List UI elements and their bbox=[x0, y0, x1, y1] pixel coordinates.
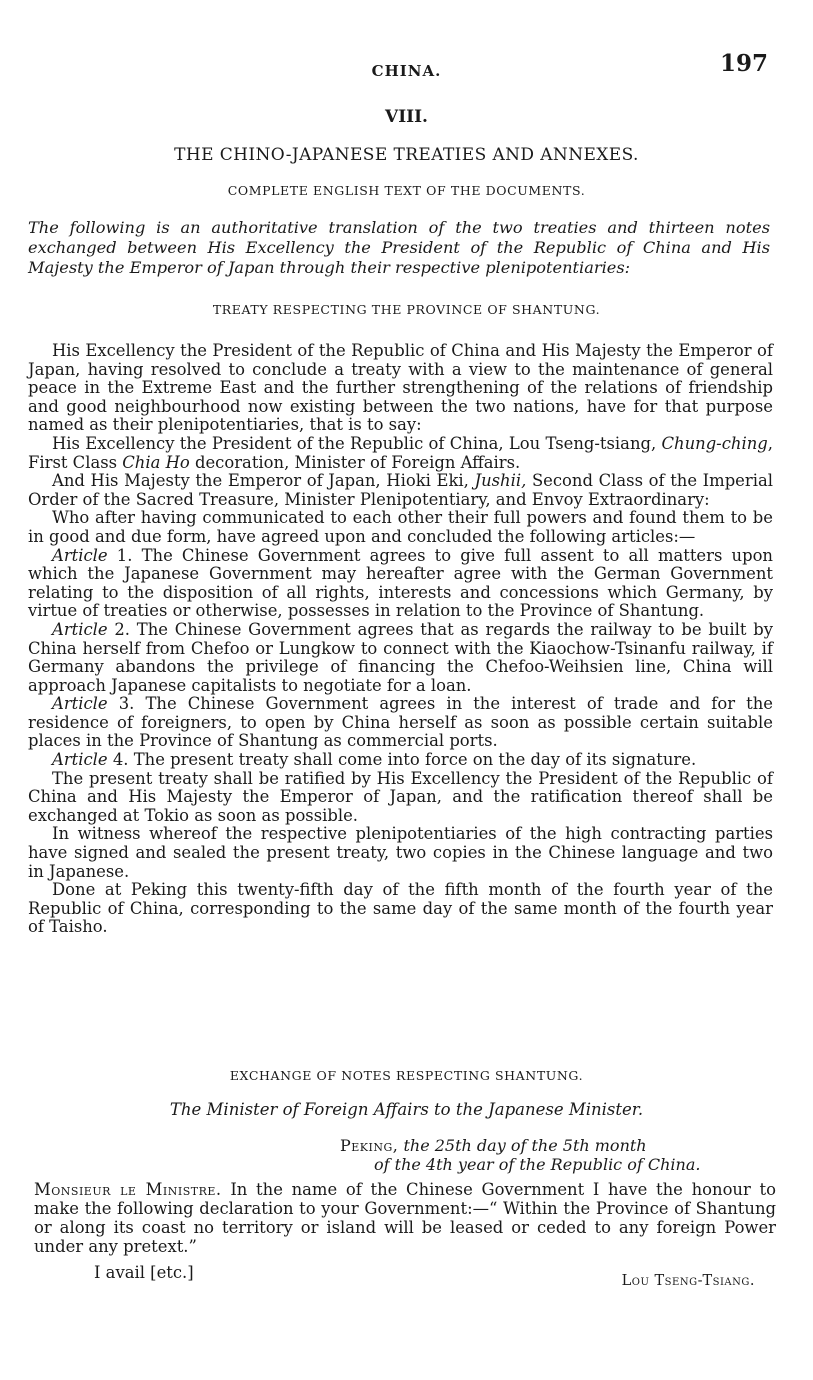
article-3 bbox=[28, 695, 773, 751]
dateline-line-1 bbox=[340, 1136, 700, 1155]
article-text: The present treaty shall come into force on the day of its signature. bbox=[133, 750, 697, 770]
japan-plen-text: And His Majesty the Emperor of Japan, Hioki Eki, bbox=[52, 471, 469, 491]
section-number: VIII. bbox=[385, 107, 428, 127]
main-title: THE CHINO-JAPANESE TREATIES AND ANNEXES. bbox=[174, 145, 639, 165]
treaty-body bbox=[28, 342, 773, 937]
done-paragraph: Done at Peking this twenty-fifth day of the fifth month of the fourth year of the Republic of China, corresponding to the same day of the same month of the fourth year of Taisho. bbox=[28, 880, 773, 937]
letter-text: In the name of the Chinese Government I have the honour to make the following declaration to your Government:—“ Within the Province of Shantung or along its coast no territory or island will be leased or ceded to any foreign Power under any pretext.” bbox=[34, 1180, 776, 1256]
letter-paragraph bbox=[34, 1180, 776, 1256]
subtitle: COMPLETE ENGLISH TEXT OF THE DOCUMENTS. bbox=[227, 183, 586, 198]
article-label: Article bbox=[52, 694, 108, 714]
page-number: 197 bbox=[719, 50, 768, 77]
article-1 bbox=[28, 547, 773, 621]
article-number: 1. bbox=[116, 545, 133, 565]
china-plenipotentiary bbox=[28, 435, 773, 472]
preamble: His Excellency the President of the Republic of China and His Majesty the Emperor of Japan, having resolved to conclude a treaty with a view to the maintenance of general peace in the Extreme East and the further strengthening of the relations of friendship and good neighbourhood now existing between the two nations, have for that purpose named as their plenipotentiaries, that is to say: bbox=[28, 341, 773, 435]
article-text: The Chinese Government agrees to give full assent to all matters upon which the Japanese Government may hereafter agree with the German Government relating to the disposition of all rights, interests and concessions which Germany, by virtue of treaties or otherwise, possesses in relation to the Province of Shantung. bbox=[28, 545, 773, 621]
intro-paragraph: The following is an authoritative translation of the two treaties and thirteen notes exchanged between His Excellency the President of the Republic of China and His Majesty the Emperor of Japan through their respective plenipotentiaries: bbox=[28, 218, 770, 277]
china-plen-text: His Excellency the President of the Republic of China, Lou Tseng-tsiang, bbox=[52, 433, 657, 453]
article-text: The Chinese Government agrees in the interest of trade and for the residence of foreigners, to open by China herself as soon as possible certain suitable places in the Province of Shantung as commercial ports. bbox=[28, 694, 773, 751]
treaty-heading: TREATY RESPECTING THE PROVINCE OF SHANTUNG. bbox=[212, 302, 601, 317]
running-title: CHINA. bbox=[371, 62, 442, 80]
dateline-place: Peking, bbox=[340, 1136, 399, 1155]
article-4 bbox=[28, 751, 773, 770]
dateline-line-2: of the 4th year of the Republic of China. bbox=[374, 1155, 701, 1174]
dateline-date: the 25th day of the 5th month bbox=[403, 1136, 647, 1155]
notes-heading: EXCHANGE OF NOTES RESPECTING SHANTUNG. bbox=[229, 1068, 584, 1083]
signature: Lou Tseng-Tsiang. bbox=[621, 1273, 755, 1289]
china-plen-title: Chung-ching bbox=[661, 433, 768, 453]
article-label: Article bbox=[52, 545, 108, 565]
ratification-paragraph: The present treaty shall be ratified by His Excellency the President of the Republic of China and His Majesty the Emperor of Japan, and the ratification thereof shall be exchanged at Tokio as soon as possible. bbox=[28, 768, 773, 825]
china-plen-class: , First Class bbox=[28, 433, 773, 472]
salutation: Monsieur le Ministre. bbox=[34, 1180, 222, 1199]
article-number: 3. bbox=[118, 694, 135, 714]
letter-body bbox=[34, 1180, 776, 1256]
japan-plen-rank: Jushii, bbox=[474, 471, 527, 491]
witness-paragraph: In witness whereof the respective plenipotentiaries of the high contracting parties have signed and sealed the present treaty, two copies in the Chinese language and two in Japanese. bbox=[28, 824, 773, 881]
china-plen-rest: decoration, Minister of Foreign Affairs. bbox=[194, 452, 521, 472]
closing: I avail [etc.] bbox=[94, 1263, 194, 1282]
full-powers: Who after having communicated to each other their full powers and found them to be in good and due form, have agreed upon and concluded the following articles:— bbox=[28, 508, 773, 546]
article-label: Article bbox=[52, 619, 108, 639]
article-2 bbox=[28, 621, 773, 695]
dateline bbox=[340, 1136, 700, 1174]
article-text: The Chinese Government agrees that as regards the railway to be built by China herself from Chefoo or Lungkow to connect with the Kiaochow-Tsinanfu railway, if Germany abandons the privilege of financing the Chefoo-Weihsien line, China will approach Japanese capitalists to negotiate for a loan. bbox=[28, 619, 773, 695]
article-number: 2. bbox=[114, 619, 131, 639]
japan-plenipotentiary bbox=[28, 472, 773, 509]
japan-plen-rest: Second Class of the Imperial Order of the Sacred Treasure, Minister Plenipotentiary, and Envoy Extraordinary: bbox=[28, 471, 773, 509]
article-label: Article bbox=[52, 750, 108, 770]
article-number: 4. bbox=[112, 750, 129, 770]
china-plen-decoration: Chia Ho bbox=[122, 452, 190, 472]
letter-heading: The Minister of Foreign Affairs to the Japanese Minister. bbox=[169, 1100, 644, 1119]
